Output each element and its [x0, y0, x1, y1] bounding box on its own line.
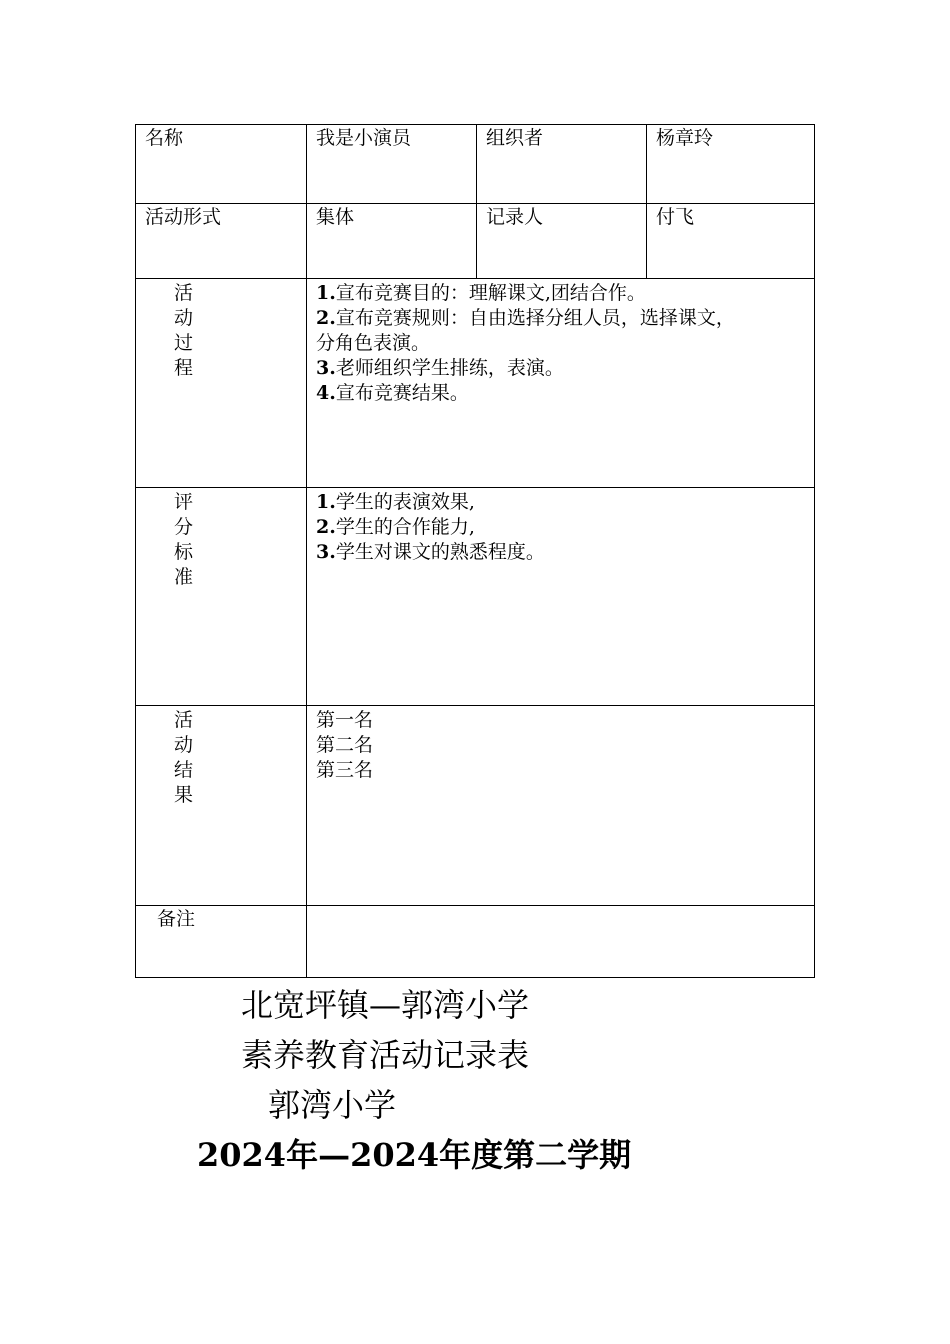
recorder-label: 记录人: [476, 204, 646, 278]
table-row-name: [136, 125, 814, 204]
activity-record-table: [135, 124, 815, 978]
process-line: 2.宣布竞赛规则：自由选择分组人员，选择课文，: [316, 307, 735, 329]
process-label: 活 动 过 程: [174, 282, 194, 379]
result-content: [306, 706, 814, 905]
result-label: 活 动 结 果: [174, 709, 194, 806]
result-line: 第三名: [316, 759, 374, 781]
process-content: [306, 279, 814, 487]
organizer-value: 杨章玲: [646, 125, 814, 203]
remark-label: 备注: [157, 908, 196, 930]
scoring-line: 2.学生的合作能力,: [316, 516, 475, 538]
recorder-value: 付飞: [646, 204, 814, 278]
cover-semester: 2024年—2024年度第二学期: [197, 1136, 632, 1174]
activity-form-label: 活动形式: [145, 206, 222, 228]
cover-school-title: 北宽坪镇—郭湾小学: [241, 986, 530, 1024]
result-line: 第一名: [316, 709, 374, 731]
organizer-label: 组织者: [476, 125, 646, 203]
cover-school-name: 郭湾小学: [268, 1086, 397, 1124]
process-line: 4.宣布竞赛结果。: [316, 382, 469, 404]
remark-value: [306, 906, 814, 977]
table-row-remark: [136, 906, 814, 977]
scoring-line: 1.学生的表演效果,: [316, 491, 475, 513]
scoring-label: 评 分 标 准: [174, 491, 194, 588]
process-line: 3.老师组织学生排练，表演。: [316, 357, 564, 379]
name-value: 我是小演员: [306, 125, 476, 203]
table-row-form: [136, 204, 814, 279]
table-row-scoring: [136, 488, 814, 706]
process-line: 1.宣布竞赛目的：理解课文,团结合作。: [316, 282, 646, 304]
scoring-line: 3.学生对课文的熟悉程度。: [316, 541, 545, 563]
table-row-result: [136, 706, 814, 906]
result-line: 第二名: [316, 734, 374, 756]
table-row-process: [136, 279, 814, 488]
name-label: 名称: [145, 127, 184, 149]
cover-form-title: 素养教育活动记录表: [241, 1036, 530, 1074]
process-line: 分角色表演。: [316, 332, 431, 354]
scoring-content: [306, 488, 814, 705]
activity-form-value: 集体: [306, 204, 476, 278]
